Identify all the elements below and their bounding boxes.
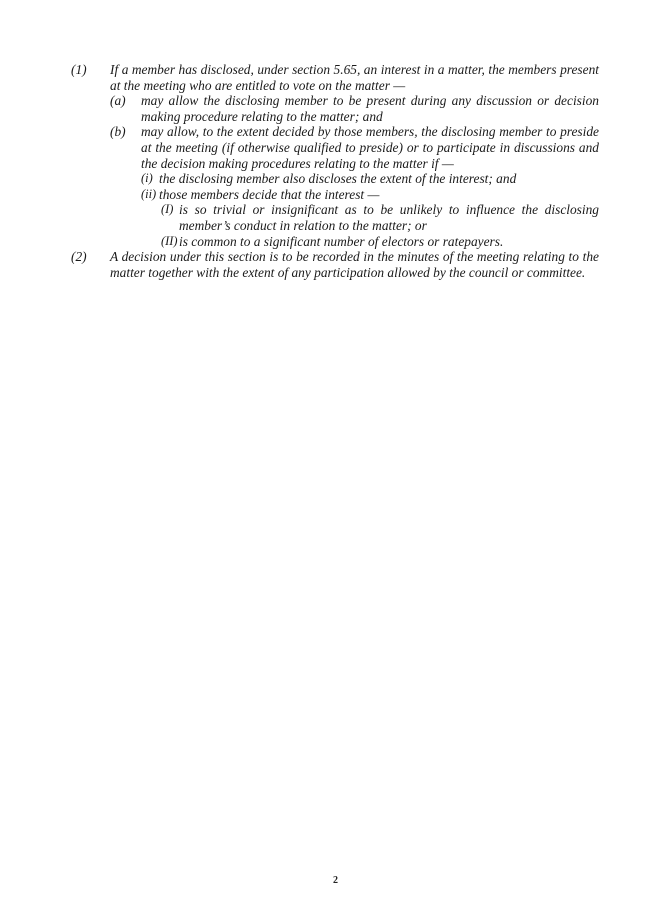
sub-subparagraph-II <box>0 234 653 250</box>
page-number: 2 <box>333 875 338 886</box>
paragraph-text: may allow the disclosing member to be present during any discussion or decision making procedure relating to the matter; and <box>141 93 599 124</box>
subparagraph-number: (ii) <box>141 186 157 201</box>
subparagraph-number: (i) <box>141 171 153 186</box>
legal-provisions <box>0 62 653 280</box>
sub-subparagraph-number: (I) <box>161 202 174 217</box>
subsection-1 <box>0 62 653 93</box>
subsection-text: A decision under this section is to be recorded in the minutes of the meeting relating to the matter together with the extent of any participation allowed by the council or committee. <box>110 249 599 280</box>
sub-subparagraph-text: is common to a significant number of electors or ratepayers. <box>179 233 504 249</box>
subsection-2 <box>0 249 653 280</box>
paragraph-text: may allow, to the extent decided by those members, the disclosing member to preside at the meeting (if otherwise qualified to preside) or to participate in discussions and the decision making procedures relating to the matter if — <box>141 124 599 171</box>
paragraph-a <box>0 93 653 124</box>
subsection-number: (1) <box>71 62 87 77</box>
subsection-number: (2) <box>71 249 87 265</box>
paragraph-b <box>0 124 653 171</box>
paragraph-number: (b) <box>110 124 126 140</box>
sub-subparagraph-text: is so trivial or insignificant as to be unlikely to influence the disclosing member’s conduct in relation to the matter; or <box>179 202 599 233</box>
sub-subparagraph-I <box>0 202 653 233</box>
subparagraph-text: the disclosing member also discloses the extent of the interest; and <box>159 171 517 187</box>
subparagraph-i <box>0 171 653 187</box>
paragraph-number: (a) <box>110 93 126 109</box>
subparagraph-ii <box>0 187 653 203</box>
subsection-text: If a member has disclosed, under section 5.65, an interest in a matter, the members present at the meeting who are entitled to vote on the matter — <box>110 62 599 93</box>
subparagraph-text: those members decide that the interest — <box>159 186 380 202</box>
sub-subparagraph-number: (II) <box>161 233 178 248</box>
